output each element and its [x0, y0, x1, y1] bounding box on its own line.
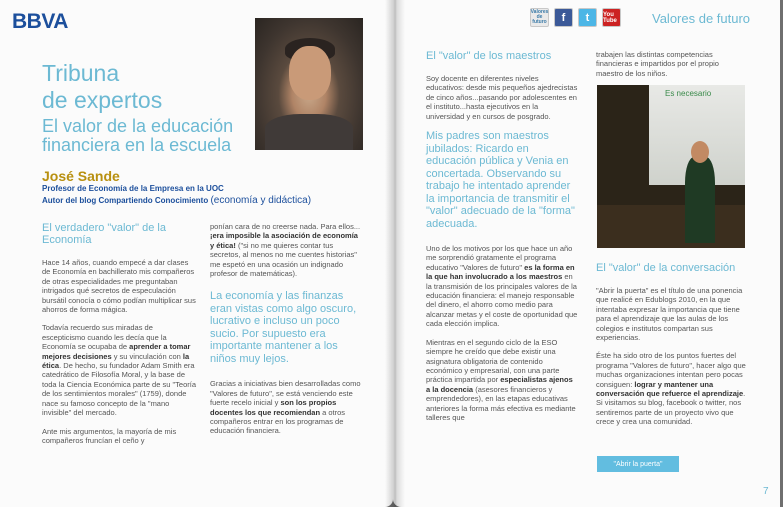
- column-4-heading: El "valor" de la conversación: [596, 262, 736, 274]
- column-4-paragraph-1: trabajen las distintas competencias financieras e impartidos por el propio maestro de los niños.: [596, 50, 719, 78]
- column-1-paragraph-3: Ante mis argumentos, la mayoría de mis compañeros fruncían el ceño y: [42, 426, 177, 445]
- text-span: Gracias a iniciativas bien desarrolladas como "Valores de futuro", se está venciendo este fuerte recelo inicial y: [210, 379, 361, 408]
- author-name: José Sande: [42, 168, 120, 184]
- bold-span: lograr y mantener una conversación que refuerce el aprendizaje: [596, 379, 744, 399]
- text-span: Todavía recuerdo sus miradas de escepticismo cuando les decía que la Economía se ocupaba de: [42, 323, 167, 352]
- section-title-line2: de expertos: [42, 87, 163, 113]
- article-title: [42, 117, 233, 155]
- column-2: [210, 222, 362, 445]
- column-3: [426, 50, 578, 431]
- bold-span: especialistas ajenos a la docencia: [426, 375, 573, 394]
- header-section-label: Valores de futuro: [652, 11, 751, 26]
- column-4-top: [596, 50, 746, 87]
- column-4: [596, 262, 748, 436]
- text-span: Éste ha sido otro de los puntos fuertes del programa "Valores de futuro", hacer algo que muchas organizaciones intentan pero pocas consiguen:: [596, 351, 746, 389]
- twitter-icon[interactable]: t: [578, 8, 597, 27]
- column-2-paragraph-1: [210, 222, 362, 278]
- column-3-paragraph-3: [426, 338, 578, 423]
- section-title: [42, 60, 162, 114]
- abrir-la-puerta-button[interactable]: "Abrir la puerta": [597, 456, 679, 472]
- bold-span: son los propios docentes los que recomiendan: [210, 398, 337, 417]
- author-blog-tag: (economía y didáctica): [210, 195, 312, 206]
- facebook-icon[interactable]: f: [554, 8, 573, 27]
- speaker-head: [691, 141, 709, 163]
- stage-floor: [597, 205, 745, 248]
- portrait-shirt: [265, 114, 353, 150]
- column-1-heading: El verdadero "valor" de la Economía: [42, 222, 166, 246]
- text-span: y su vinculación con: [111, 351, 183, 361]
- bold-span: ¡era imposible la asociación de economía y ética!: [210, 231, 358, 250]
- column-1-paragraph-1: Hace 14 años, cuando empecé a dar clases de Economía en bachillerato mis compañeros de otras especialidades me preguntaban intrigados qué secretos de especulación bursátil conocía o cómo podían multiplicar sus ahorros de forma mágica.: [42, 258, 196, 315]
- text-span: Uno de los motivos por los que hace un año me sorprendió gratamente el programa educativo "Valores de futuro": [426, 244, 573, 272]
- text-span: . De hecho, su fundador Adam Smith era catedrático de Filosofía Moral, y la base de toda la Ciencia Económica parte de su "Teoría de los sentimientos morales" (1759), donde nace su famoso concepto de la "mano invisible" del mercado.: [42, 361, 196, 418]
- column-4-paragraph-2: "Abrir la puerta" es el título de una ponencia que realicé en Edublogs 2010, en la que intentaba expresar la importancia que tiene para el aprendizaje que las aulas de los colegios e institutos compartan sus experiencias.: [596, 286, 743, 343]
- conference-photo: [597, 85, 745, 248]
- column-2-paragraph-2: [210, 379, 362, 435]
- author-portrait-photo: [255, 18, 363, 150]
- section-title-line1: Tribuna: [42, 60, 120, 86]
- column-1: [42, 222, 197, 454]
- bold-span: la ética: [42, 351, 190, 371]
- bbva-logo: BBVA: [12, 10, 68, 33]
- social-icons: [530, 8, 621, 27]
- column-3-heading: El "valor" de los maestros: [426, 50, 552, 62]
- column-1-paragraph-2: [42, 323, 197, 417]
- column-2-pull-quote: La economía y las finanzas eran vistas como algo oscuro, lucrativo e incluso un poco sucio. Por supuesto era importante mantener a los niños muy lejos.: [210, 290, 357, 365]
- page-number: 7: [763, 486, 769, 497]
- speaker-body: [685, 157, 715, 243]
- column-3-paragraph-1: Soy docente en diferentes niveles educativos: desde mis pequeños ajedrecistas de cinco años...pasando por adolescentes en el instituto...hasta ejecutivos en la universidad y en cursos de posgrado.: [426, 74, 578, 121]
- text-span: (asesores financieros y emprendedores), en las etapas educativas anteriores la forma más efectiva es mediante talleres que: [426, 384, 576, 422]
- text-span: . Si visitamos su blog, facebook o twitter, nos sentiremos parte de un proyecto vivo que crece y crea una comunidad.: [596, 389, 746, 427]
- bold-span: es la forma en la que han involucrado a los maestros: [426, 262, 575, 282]
- author-blog-prefix: Autor del blog Compartiendo Conocimiento: [42, 196, 209, 205]
- text-span: a otros compañeros entrar en los programas de educación financiera.: [210, 407, 346, 436]
- page-gutter-shadow: [385, 0, 405, 507]
- text-span: ("si no me quieres contar tus secretos, al menos no me cuentes historias" me espetó en una ocasión un indignado profesor de matemáticas).: [210, 240, 357, 279]
- article-title-line1: El valor de la educación: [42, 116, 234, 136]
- text-span: ponían cara de no creerse nada. Para ellos...: [210, 222, 361, 231]
- author-role: Profesor de Economía de la Empresa en la UOC: [42, 184, 224, 193]
- youtube-icon[interactable]: You Tube: [602, 8, 621, 27]
- screen-text: Es necesario: [665, 89, 712, 98]
- column-3-pull-quote: Mis padres son maestros jubilados: Ricardo en educación pública y Venia en concertada. Observando su trabajo he intentado aprender la importancia de transmitir el "valor" adecuado de la "forma" adecuada.: [426, 130, 575, 230]
- author-blog: [42, 195, 311, 206]
- article-title-line2: financiera en la escuela: [42, 135, 232, 155]
- column-4-paragraph-3: [596, 351, 748, 426]
- column-3-paragraph-2: [426, 244, 578, 329]
- valores-icon[interactable]: Valores de futuro: [530, 9, 549, 25]
- bold-span: aprender a tomar mejores decisiones: [42, 342, 191, 361]
- portrait-face: [289, 46, 331, 100]
- text-span: en la transmisión de los principales valores de la educación financiera: el manejo responsable del dinero, el ahorro como medio para alcanzar metas y el coste de oportunidad que cada elección implica.: [426, 272, 578, 329]
- text-span: Mientras en el segundo ciclo de la ESO siempre he creído que debe existir una asignatura obligatoria de contenido económico y empresarial, con una parte práctica impartida por: [426, 337, 560, 385]
